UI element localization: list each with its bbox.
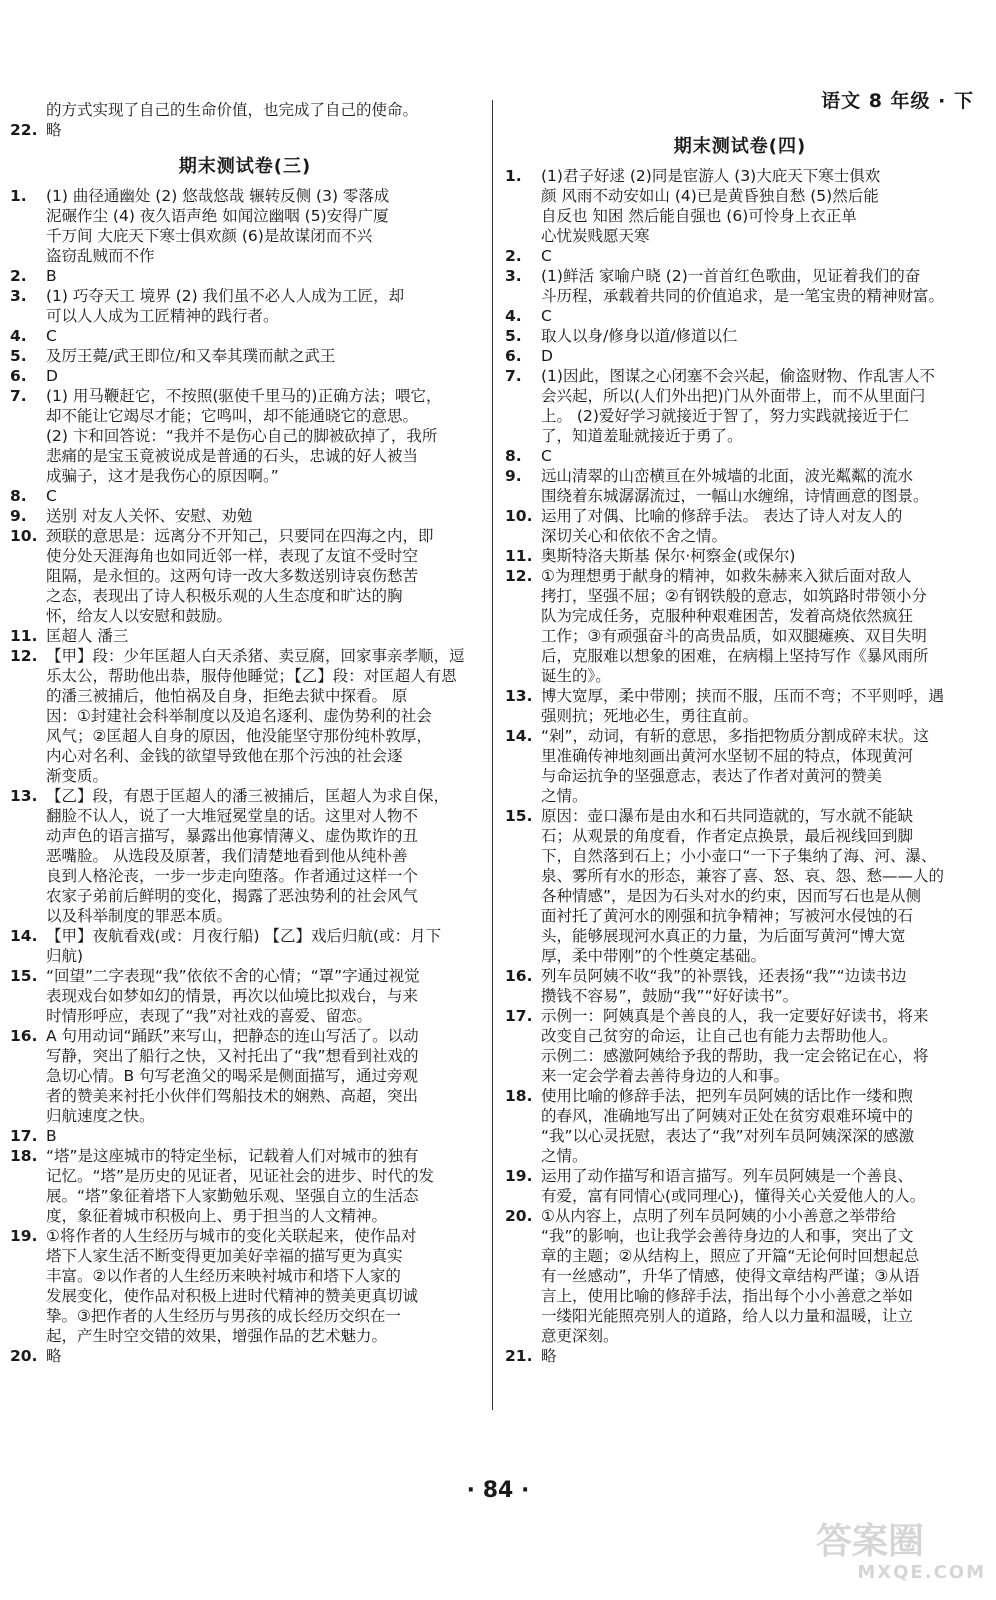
answer-text: 略: [46, 121, 62, 139]
answer-text: 【甲】夜航看戏(或：月夜行船) 【乙】戏后归航(或：月下 归航): [46, 927, 442, 965]
answer-text: C: [541, 247, 552, 265]
answer-text: (1)因此，图谋之心闭塞不会兴起，偷盗财物、作乱害人不 会兴起，所以(人们外出把)门从外面带上，而不从里面闩 上。 (2)爱好学习就接近于智了，努力实践就接近于仁 了，知道羞耻就接近于勇了。: [541, 367, 935, 445]
answer-number: 14.: [505, 727, 533, 745]
answer-item: [505, 1086, 975, 1166]
answer-item: [10, 386, 480, 486]
answer-number: 10.: [10, 527, 38, 545]
answer-number: 1.: [505, 167, 522, 185]
answer-text: (1) 巧夺天工 境界 (2) 我们虽不必人人成为工匠，却 可以人人成为工匠精神的践行者。: [46, 287, 405, 325]
section-title-3: 期末测试卷(三): [178, 156, 312, 177]
answer-item: [505, 1346, 975, 1366]
answer-text: 奥斯特洛夫斯基 保尔·柯察金(或保尔): [541, 547, 796, 565]
answer-item: [505, 366, 975, 446]
answer-item: [505, 446, 975, 466]
answer-number: 20.: [10, 1347, 38, 1365]
answer-text: 运用了动作描写和语言描写。列车员阿姨是一个善良、 有爱，富有同情心(或同理心)，懂得关心关爱他人的人。: [541, 1167, 926, 1205]
page-header: 语文 8 年级 · 下: [821, 90, 974, 112]
answer-text: 原因：壶口瀑布是由水和石共同造就的，写水就不能缺 石；从观景的角度看，作者定点换景，最后视线回到脚 下，自然落到石上；小小壶口“一下子集纳了海、河、瀑、 泉、雾所有水的形态，兼容了喜、怒、哀、怨、愁——人的 各种情感”，是因为石头对水的约束，因而写石也是从侧 面衬托了黄河水的刚强和抗争精神；写被河水侵蚀的石 头，能够展现河水真正的力量，为后面写黄河“博大宽 厚，柔中带刚”的个性奠定基础。: [541, 807, 945, 965]
answer-item: [10, 1126, 480, 1146]
answer-number: 16.: [505, 967, 533, 985]
answer-text: (1)君子好逑 (2)同是宦游人 (3)大庇天下寒士俱欢 颜 风雨不动安如山 (4)已是黄昏独自愁 (5)然后能 自反也 知困 然后能自强也 (6)可怜身上衣正单 心忧炭贱愿天寒: [541, 167, 881, 245]
answer-number: 4.: [10, 327, 27, 345]
answer-item: [505, 726, 975, 806]
answer-number: 11.: [10, 627, 38, 645]
answer-text: 远山清翠的山峦横亘在外城墙的北面，波光粼粼的流水 围绕着东城潺潺流过，一幅山水缠绵，诗情画意的图景。: [541, 467, 929, 505]
answer-text: 颈联的意思是：远离分不开知己，只要同在四海之内，即 使分处天涯海角也如同近邻一样，表现了友谊不受时空 阻隔，是永恒的。这两句诗一改大多数送别诗哀伤愁苦 之态，表现出了诗人积极乐观的人生态度和旷达的胸 怀，给友人以安慰和鼓励。: [46, 527, 434, 625]
answer-number: 21.: [505, 1347, 533, 1365]
answer-number: 22.: [10, 121, 38, 139]
answer-text: (1)鲜活 家喻户晓 (2)一首首红色歌曲，见证着我们的奋 斗历程，承载着共同的价值追求，是一笔宝贵的精神财富。: [541, 267, 945, 305]
answer-item: [10, 346, 480, 366]
answer-item: [505, 1006, 975, 1086]
answer-number: 5.: [10, 347, 27, 365]
answer-text: “塔”是这座城市的特定坐标，记载着人们对城市的独有 记忆。“塔”是历史的见证者，见证社会的进步、时代的发 展。“塔”象征着塔下人家勤勉乐观、坚强自立的生活态 度，象征着城市积极向上、勇于担当的人文精神。: [46, 1147, 435, 1225]
answer-item: [505, 966, 975, 1006]
answer-text: 列车员阿姨不收“我”的补票钱，还表扬“我”“边读书边 攒钱不容易”，鼓励“我”“好好读书”。: [541, 967, 907, 1005]
answer-item: [10, 366, 480, 386]
answer-number: 6.: [505, 347, 522, 365]
column-divider: [492, 100, 493, 1410]
answer-number: 16.: [10, 1027, 38, 1045]
answer-number: 5.: [505, 327, 522, 345]
answer-text: 示例一：阿姨真是个善良的人，我一定要好好读书，将来 改变自己贫穷的命运，让自己也有能力去帮助他人。 示例二：感激阿姨给予我的帮助，我一定会铭记在心，将 来一定会学着去善待身边的人和事。: [541, 1007, 929, 1085]
answer-number: 4.: [505, 307, 522, 325]
answer-text: C: [541, 307, 552, 325]
answer-item: [505, 806, 975, 966]
answer-item: [505, 506, 975, 546]
answer-item: [505, 326, 975, 346]
answer-number: 9.: [505, 467, 522, 485]
answer-text: 取人以身/修身以道/修道以仁: [541, 327, 738, 345]
answer-number: 10.: [505, 507, 533, 525]
answer-item: [10, 506, 480, 526]
answer-item: [10, 186, 480, 266]
answer-item: [10, 526, 480, 626]
answer-number: 9.: [10, 507, 27, 525]
answer-item: [505, 306, 975, 326]
answer-text: ①从内容上，点明了列车员阿姨的小小善意之举带给 “我”的影响，也让我学会善待身边的人和事，突出了文 章的主题；②从结构上，照应了开篇“无论何时回想起总 有一丝感动”，升华了情感，使得文章结构严谨；③从语 言上，使用比喻的修辞手法，指出每个小小善意之举如 一缕阳光能照亮别人的道路，给人以力量和温暖，让立 意更深刻。: [541, 1207, 920, 1345]
answer-text: (1) 曲径通幽处 (2) 悠哉悠哉 辗转反侧 (3) 零落成 泥碾作尘 (4) 夜久语声绝 如闻泣幽咽 (5)安得广厦 千万间 大庇天下寒士俱欢颜 (6)是故谋闭而不兴 盗窃乱贼而不作: [46, 187, 390, 265]
answer-number: 14.: [10, 927, 38, 945]
answer-text: (1) 用马鞭赶它，不按照(驱使千里马的)正确方法；喂它， 却不能让它竭尽才能；它鸣叫，却不能通晓它的意思。 (2) 卞和回答说：“我并不是伤心自己的脚被砍掉了，我所 悲痛的是宝玉竟被说成是普通的石头，忠诚的好人被当 成骗子，这才是我伤心的原因啊。”: [46, 387, 442, 485]
answer-item: [10, 1146, 480, 1226]
answer-item: [505, 466, 975, 506]
answer-item: [10, 286, 480, 326]
answer-item: [505, 566, 975, 686]
answer-text: ①将作者的人生经历与城市的变化关联起来，使作品对 塔下人家生活不断变得更加美好幸福的描写更为真实 丰富。②以作者的人生经历来映衬城市和塔下人家的 发展变化，使作品对积极上进时代精神的赞美更真切诚 挚。③把作者的人生经历与男孩的成长经历交织在一 起，产生时空交错的效果，增强作品的艺术魅力。: [46, 1227, 419, 1345]
answer-number: 8.: [10, 487, 27, 505]
answer-text: C: [46, 487, 57, 505]
left-pre-items: [10, 120, 480, 140]
answer-item: [10, 486, 480, 506]
answer-text: 略: [46, 1347, 62, 1365]
answer-text: “回望”二字表现“我”依依不舍的心情；“罩”字通过视觉 表现戏台如梦如幻的情景，再次以仙境比拟戏台，与来 时情形呼应，表现了“我”对社戏的喜爱、留恋。: [46, 967, 420, 1025]
answer-number: 3.: [505, 267, 522, 285]
answer-text: 博大宽厚，柔中带刚；挟而不服，压而不弯；不平则呼，遇 强则抗；死地必生，勇往直前。: [541, 687, 945, 725]
answer-number: 18.: [10, 1147, 38, 1165]
answer-number: 13.: [505, 687, 533, 705]
answer-number: 2.: [10, 267, 27, 285]
right-answer-list: [505, 166, 975, 1366]
answer-number: 6.: [10, 367, 27, 385]
answer-number: 15.: [10, 967, 38, 985]
page-number: · 84 ·: [466, 1478, 530, 1503]
answer-item: [505, 686, 975, 726]
answer-number: 15.: [505, 807, 533, 825]
answer-text: 送别 对友人关怀、安慰、劝勉: [46, 507, 253, 525]
answer-number: 19.: [505, 1167, 533, 1185]
answer-text: 使用比喻的修辞手法，把列车员阿姨的话比作一缕和煦 的春风，准确地写出了阿姨对正处在贫穷艰难环境中的 “我”以心灵抚慰，表达了“我”对列车员阿姨深深的感激 之情。: [541, 1087, 915, 1165]
answer-item: [505, 166, 975, 246]
answer-item: [505, 246, 975, 266]
answer-item: [10, 1346, 480, 1366]
watermark-url: MXQE.COM: [857, 1562, 986, 1583]
answer-text: 【甲】段：少年匡超人白天杀猪、卖豆腐，回家事亲孝顺，逗 乐太公，帮助他出恭，服侍他睡觉；【乙】段：对匡超人有恩 的潘三被捕后，他怕祸及自身，拒绝去狱中探看。 原 因：①封建社会科举制度以及追名逐利、虚伪势利的社会 风气；②匡超人自身的原因，他没能坚守那份纯朴敦厚， 内心对名利、金钱的欲望导致他在那个污浊的社会逐 渐变质。: [46, 647, 465, 785]
answer-number: 7.: [505, 367, 522, 385]
answer-text: C: [46, 327, 57, 345]
left-answer-list: [10, 186, 480, 1366]
answer-text: B: [46, 267, 57, 285]
answer-item: [505, 346, 975, 366]
answer-number: 13.: [10, 787, 38, 805]
answer-text: 运用了对偶、比喻的修辞手法。 表达了诗人对友人的 深切关心和依依不舍之情。: [541, 507, 903, 545]
answer-text: ①为理想勇于献身的精神，如救朱赫来入狱后面对敌人 拷打，坚强不屈；②有钢铁般的意志，如筑路时带领小分 队为完成任务，克服种种艰难困苦，发着高烧依然疯狂 工作；③有顽强奋斗的高贵品质，如双腿瘫痪、双目失明 后，克服难以想象的困难，在病榻上坚持写作《暴风雨所 诞生的》。: [541, 567, 929, 685]
right-column: [505, 100, 975, 1366]
answer-item: [10, 266, 480, 286]
section-title-4: 期末测试卷(四): [673, 136, 807, 157]
answer-number: 1.: [10, 187, 27, 205]
answer-text: D: [541, 347, 553, 365]
answer-text: D: [46, 367, 58, 385]
answer-item: [505, 266, 975, 306]
answer-item: [10, 120, 480, 140]
answer-text: A 句用动词“踊跃”来写山，把静态的连山写活了。以动 写静，突出了船行之快，又衬托出了“我”想看到社戏的 急切心情。B 句写老渔父的喝采是侧面描写，通过旁观 者的赞美来衬托小伙伴们驾船技术的娴熟、高超，突出 归航速度之快。: [46, 1027, 419, 1125]
answer-item: [10, 326, 480, 346]
answer-number: 3.: [10, 287, 27, 305]
left-column: [10, 100, 480, 1366]
watermark-text: 答案圈: [816, 1521, 925, 1562]
continued-text: 的方式实现了自己的生命价值，也完成了自己的使命。: [46, 101, 419, 119]
answer-text: 匡超人 潘三: [46, 627, 129, 645]
answer-item: [505, 1166, 975, 1206]
answer-number: 18.: [505, 1087, 533, 1105]
answer-number: 17.: [10, 1127, 38, 1145]
answer-item: [10, 926, 480, 966]
answer-number: 17.: [505, 1007, 533, 1025]
answer-item: [10, 786, 480, 926]
answer-text: 及厉王薨/武王即位/和又奉其璞而献之武王: [46, 347, 336, 365]
answer-item: [10, 626, 480, 646]
answer-number: 2.: [505, 247, 522, 265]
answer-number: 19.: [10, 1227, 38, 1245]
answer-text: “剁”，动词，有斩的意思，多指把物质分割成碎末状。这 里准确传神地刻画出黄河水坚韧不屈的特点，体现黄河 与命运抗争的坚强意志，表达了作者对黄河的赞美 之情。: [541, 727, 930, 805]
answer-number: 11.: [505, 547, 533, 565]
answer-item: [505, 546, 975, 566]
answer-item: [505, 1206, 975, 1346]
answer-item: [10, 966, 480, 1026]
answer-number: 8.: [505, 447, 522, 465]
answer-text: C: [541, 447, 552, 465]
answer-item: [10, 1226, 480, 1346]
answer-number: 20.: [505, 1207, 533, 1225]
answer-item: [10, 1026, 480, 1126]
answer-text: 【乙】段，有恩于匡超人的潘三被捕后，匡超人为求自保， 翻脸不认人，说了一大堆冠冕堂皇的话。这里对人物不 动声色的语言描写，暴露出他寡情薄义、虚伪欺诈的丑 恶嘴脸。 从选段及原著，我们清楚地看到他从纯朴善 良到人格沦丧，一步一步走向堕落。作者通过这样一个 农家子弟前后鲜明的变化，揭露了恶浊势利的社会风气 以及科举制度的罪恶本质。: [46, 787, 450, 925]
answer-number: 7.: [10, 387, 27, 405]
answer-item: [10, 646, 480, 786]
answer-text: B: [46, 1127, 57, 1145]
answer-text: 略: [541, 1347, 557, 1365]
answer-number: 12.: [505, 567, 533, 585]
answer-number: 12.: [10, 647, 38, 665]
watermark-logo: [816, 1522, 986, 1582]
